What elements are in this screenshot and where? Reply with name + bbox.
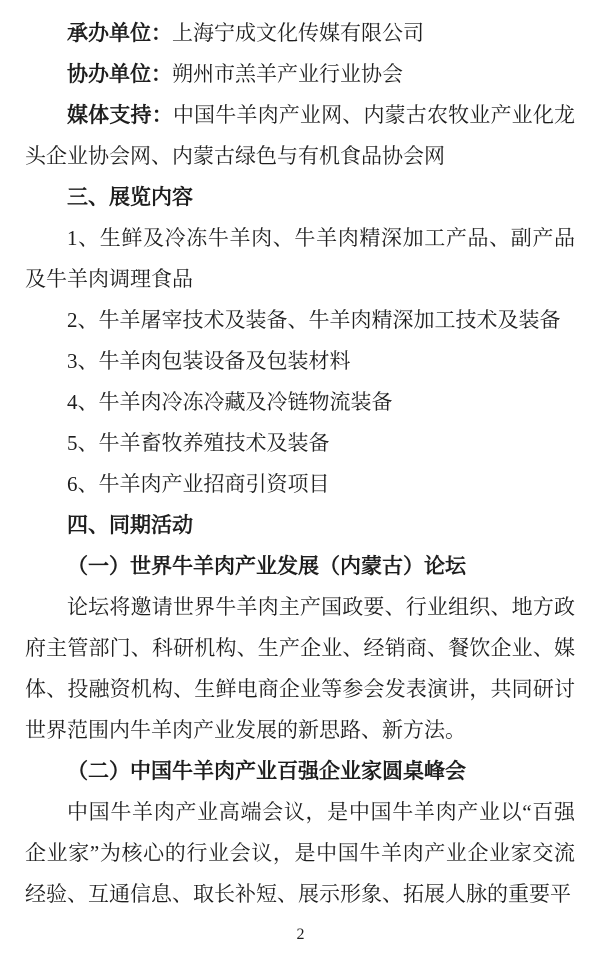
credit-value-co-organizer: 朔州市羔羊产业行业协会: [172, 62, 403, 86]
credit-line-media-support: [25, 95, 575, 177]
credit-label-organizer: 承办单位：: [67, 21, 172, 45]
exhibition-item-2: 2、牛羊屠宰技术及装备、牛羊肉精深加工技术及装备: [67, 308, 561, 332]
exhibition-item-4: 4、牛羊肉冷冻冷藏及冷链物流装备: [67, 390, 393, 414]
forum-body-paragraph: 论坛将邀请世界牛羊肉主产国政要、行业组织、地方政府主管部门、科研机构、生产企业、经销商、餐饮企业、媒体、投融资机构、生鲜电商企业等参会发表演讲，共同研讨世界范围内牛羊肉产业发展的新思路、新方法。: [25, 595, 575, 742]
subsection-heading-summit: （二）中国牛羊肉产业百强企业家圆桌峰会: [67, 759, 466, 783]
credit-label-co-organizer: 协办单位：: [67, 62, 172, 86]
section-heading-activities: 四、同期活动: [67, 513, 193, 537]
exhibition-item-5: 5、牛羊畜牧养殖技术及装备: [67, 431, 330, 455]
credit-value-media-support: 中国牛羊肉产业网、内蒙古农牧业产业化龙头企业协会网、内蒙古绿色与有机食品协会网: [25, 103, 576, 168]
page-number: 2: [296, 926, 305, 943]
exhibition-item-6: 6、牛羊肉产业招商引资项目: [67, 472, 330, 496]
section-heading-exhibition: 三、展览内容: [67, 185, 193, 209]
subsection-heading-forum: （一）世界牛羊肉产业发展（内蒙古）论坛: [67, 554, 466, 578]
summit-body-paragraph: 中国牛羊肉产业高端会议，是中国牛羊肉产业以“百强企业家”为核心的行业会议，是中国牛羊肉产业企业家交流经验、互通信息、取长补短、展示形象、拓展人脉的重要平: [25, 800, 575, 906]
exhibition-item-3: 3、牛羊肉包装设备及包装材料: [67, 349, 351, 373]
credit-line-organizer: [25, 13, 575, 54]
credit-value-organizer: 上海宁成文化传媒有限公司: [172, 21, 424, 45]
exhibition-item-1: 1、生鲜及冷冻牛羊肉、牛羊肉精深加工产品、副产品及牛羊肉调理食品: [25, 226, 575, 291]
credit-line-co-organizer: [25, 54, 575, 95]
credit-label-media-support: 媒体支持：: [67, 103, 173, 127]
